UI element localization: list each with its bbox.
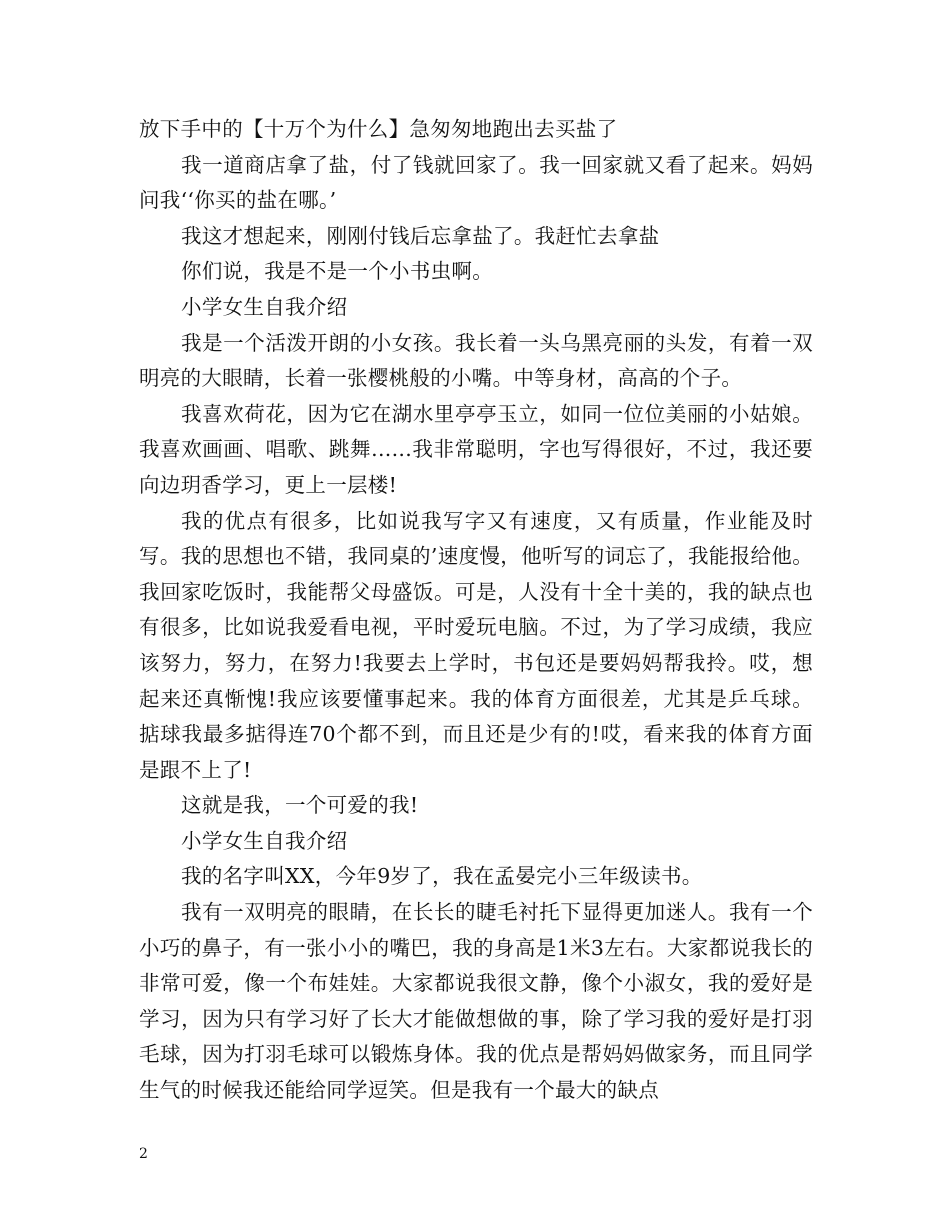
page-number: 2 (139, 1146, 148, 1162)
paragraph-4: 你们说，我是不是一个小书虫啊。 (181, 259, 494, 284)
paragraph-2: 我一道商店拿了盐，付了钱就回家了。我一回家就又看了起来。妈妈问我‘‘你买的盐在哪。’ (139, 152, 813, 213)
paragraph-8: 我的优点有很多，比如说我写字又有速度，又有质量，作业能及时写。我的思想也不错，我同桌的’速度慢，他听写的词忘了，我能报给他。我回家吃饭时，我能帮父母盛饭。可是，人没有十全十美的，我的缺点也有很多，比如说我爱看电视，平时爱玩电脑。不过，为了学习成绩，我应该努力，努力，在努力!我要去上学时，书包还是要妈妈帮我拎。哎，想起来还真惭愧!我应该要懂事起来。我的体育方面很差，尤其是乒乓球。掂球我最多掂得连70个都不到，而且还是少有的!哎，看来我的体育方面是跟不上了! (139, 508, 813, 782)
paragraph-3: 我这才想起来，刚刚付钱后忘拿盐了。我赶忙去拿盐 (181, 223, 660, 248)
paragraph-9: 这就是我，一个可爱的我! (181, 793, 419, 818)
paragraph-12: 我有一双明亮的眼睛，在长长的睫毛衬托下显得更加迷人。我有一个小巧的鼻子，有一张小小的嘴巴，我的身高是1米3左右。大家都说我长的非常可爱，像一个布娃娃。大家都说我很文静，像个小淑女，我的爱好是学习，因为只有学习好了长大才能做想做的事，除了学习我的爱好是打羽毛球，因为打羽毛球可以锻炼身体。我的优点是帮妈妈做家务，而且同学生气的时候我还能给同学逗笑。但是我有一个最大的缺点 (139, 900, 813, 1103)
paragraph-7: 我喜欢荷花，因为它在湖水里亭亭玉立，如同一位位美丽的小姑娘。我喜欢画画、唱歌、跳舞......我非常聪明，字也写得很好，不过，我还要向边玥香学习，更上一层楼! (139, 401, 813, 497)
section-heading-1: 小学女生自我介绍 (181, 294, 348, 319)
paragraph-1: 放下手中的【十万个为什么】急匆匆地跑出去买盐了 (139, 117, 618, 141)
section-heading-2: 小学女生自我介绍 (181, 828, 348, 853)
paragraph-6: 我是一个活泼开朗的小女孩。我长着一头乌黑亮丽的头发，有着一双明亮的大眼睛，长着一张樱桃般的小嘴。中等身材，高高的个子。 (139, 330, 813, 391)
document-body (139, 112, 813, 1109)
paragraph-11: 我的名字叫XX，今年9岁了，我在孟晏完小三年级读书。 (181, 864, 703, 889)
